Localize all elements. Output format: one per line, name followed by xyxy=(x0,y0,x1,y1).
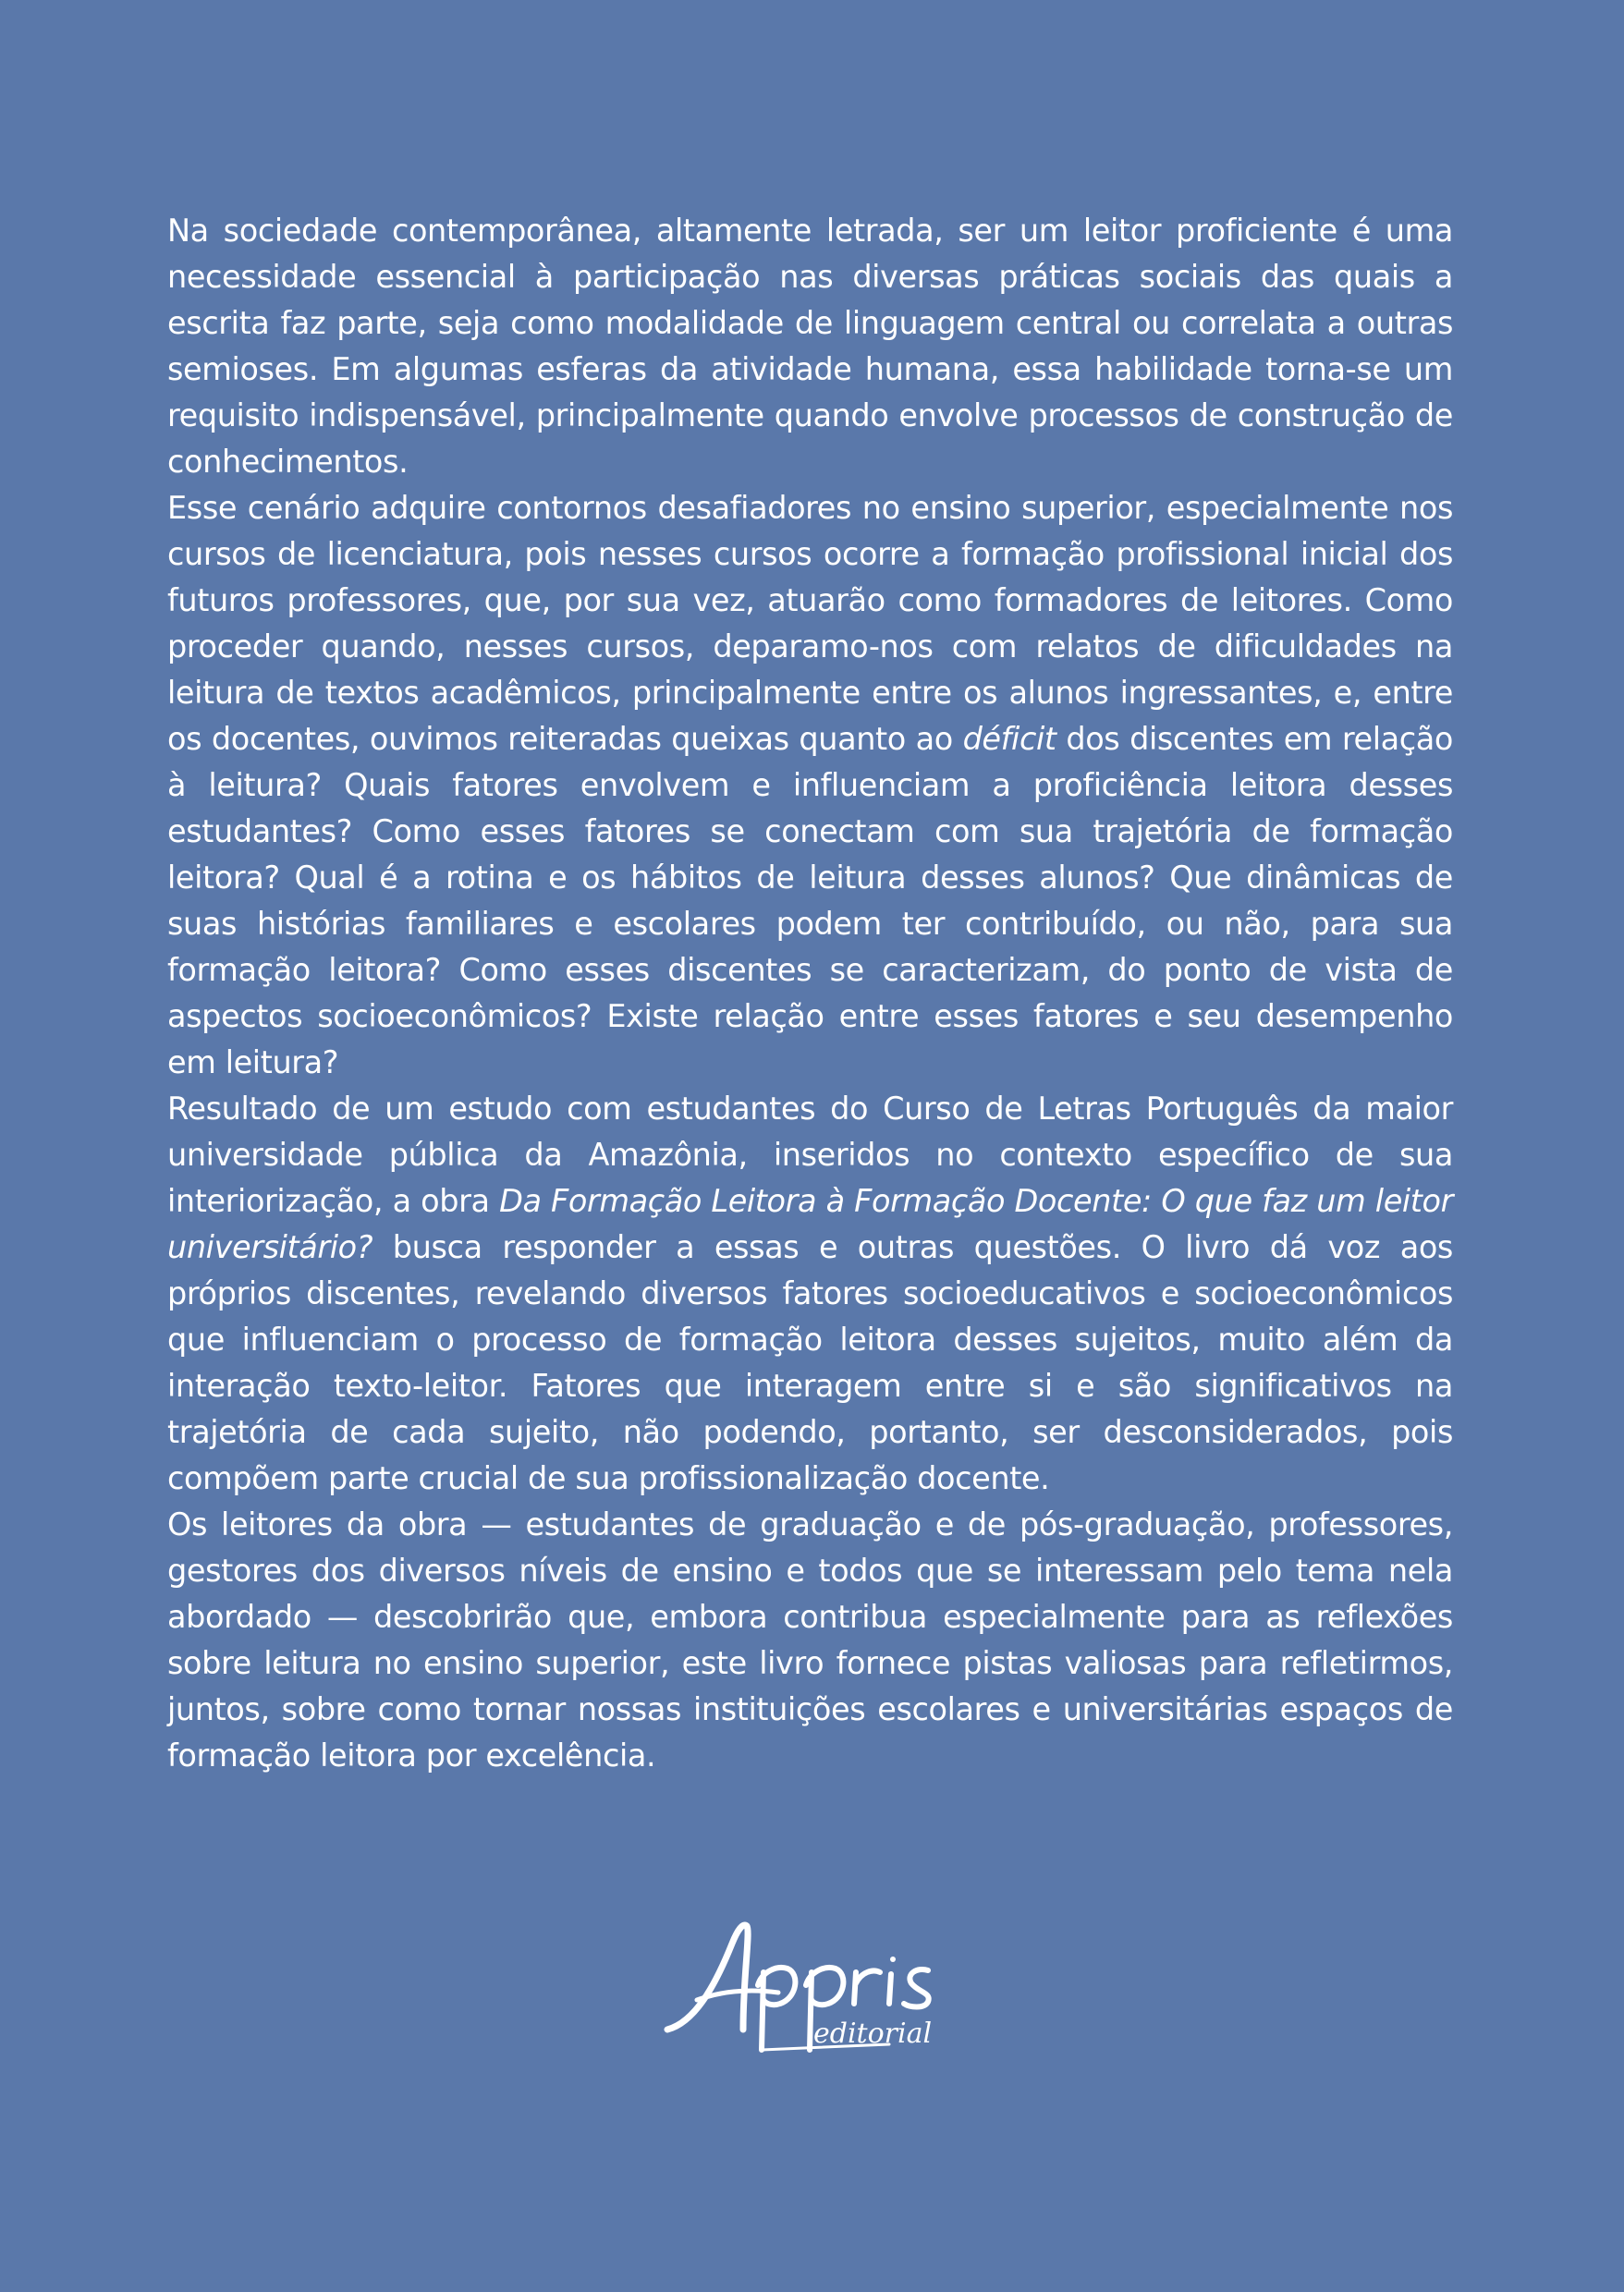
paragraph-2-end: dos discentes em relação à leitura? Quais fatores envolvem e influenciam a proficiência leitora desses estudantes? Como esses fatores se conectam com sua trajetória de formação leitora? Qual é a rotina e os hábitos de leitura desses alunos? Que dinâmicas de suas histórias familiares e escolares podem ter contribuído, ou não, para sua formação leitora? Como esses discentes se caracterizam, do ponto de vista de aspectos socioeconômicos? Existe relação entre esses fatores e seu desempenho em leitura? xyxy=(167,721,1453,1080)
appris-logo-mark xyxy=(658,1911,972,2059)
paragraph-1: Na sociedade contemporânea, altamente letrada, ser um leitor proficiente é uma necessidade essencial à participação nas diversas práticas sociais das quais a escrita faz parte, seja como modalidade de linguagem central ou correlata a outras semioses. Em algumas esferas da atividade humana, essa habilidade torna-se um requisito indispensável, principalmente quando envolve processos de construção de conhecimentos. xyxy=(167,213,1453,480)
paragraph-4: Os leitores da obra — estudantes de graduação e de pós-graduação, professores, gestores dos diversos níveis de ensino e todos que se interessam pelo tema nela abordado — descobrirão que, embora contribua especialmente para as reflexões sobre leitura no ensino superior, este livro fornece pistas valiosas para refletirmos, juntos, sobre como tornar nossas instituições escolares e universitárias espaços de formação leitora por excelência. xyxy=(167,1506,1453,1774)
paragraph-2-start: Esse cenário adquire contornos desafiadores no ensino superior, especialmente nos cursos de licenciatura, pois nesses cursos ocorre a formação profissional inicial dos futuros professores, que, por sua vez, atuarão como formadores de leitores. Como proceder quando, nesses cursos, deparamo-nos com relatos de dificuldades na leitura de textos acadêmicos, principalmente entre os alunos ingressantes, e, entre os docentes, ouvimos reiteradas queixas quanto ao xyxy=(167,490,1453,757)
paragraph-3-start: Resultado de um estudo com estudantes do Curso de Letras Português da maior universidade pública da Amazônia, inseridos no contexto específico de sua interiorização, a obra xyxy=(167,1091,1453,1219)
paragraph-2 xyxy=(167,485,1453,1086)
logo-tagline: editorial xyxy=(813,2018,933,2050)
book-title-italic: Da Formação Leitora à Formação Docente: O que faz um leitor universitário? xyxy=(167,1183,1454,1265)
paragraph-3 xyxy=(167,1086,1453,1502)
synopsis-text xyxy=(167,208,1453,1779)
paragraph-3-end: busca responder a essas e outras questões. O livro dá voz aos próprios discentes, revelando diversos fatores socioeducativos e socioeconômicos que influenciam o processo de formação leitora desses sujeitos, muito além da interação texto-leitor. Fatores que interagem entre si e são significativos na trajetória de cada sujeito, não podendo, portanto, ser desconsiderados, pois compõem parte crucial de sua profissionalização docente. xyxy=(167,1229,1453,1496)
appris-logo xyxy=(658,1911,972,2059)
emphasis-deficit: déficit xyxy=(962,721,1056,757)
